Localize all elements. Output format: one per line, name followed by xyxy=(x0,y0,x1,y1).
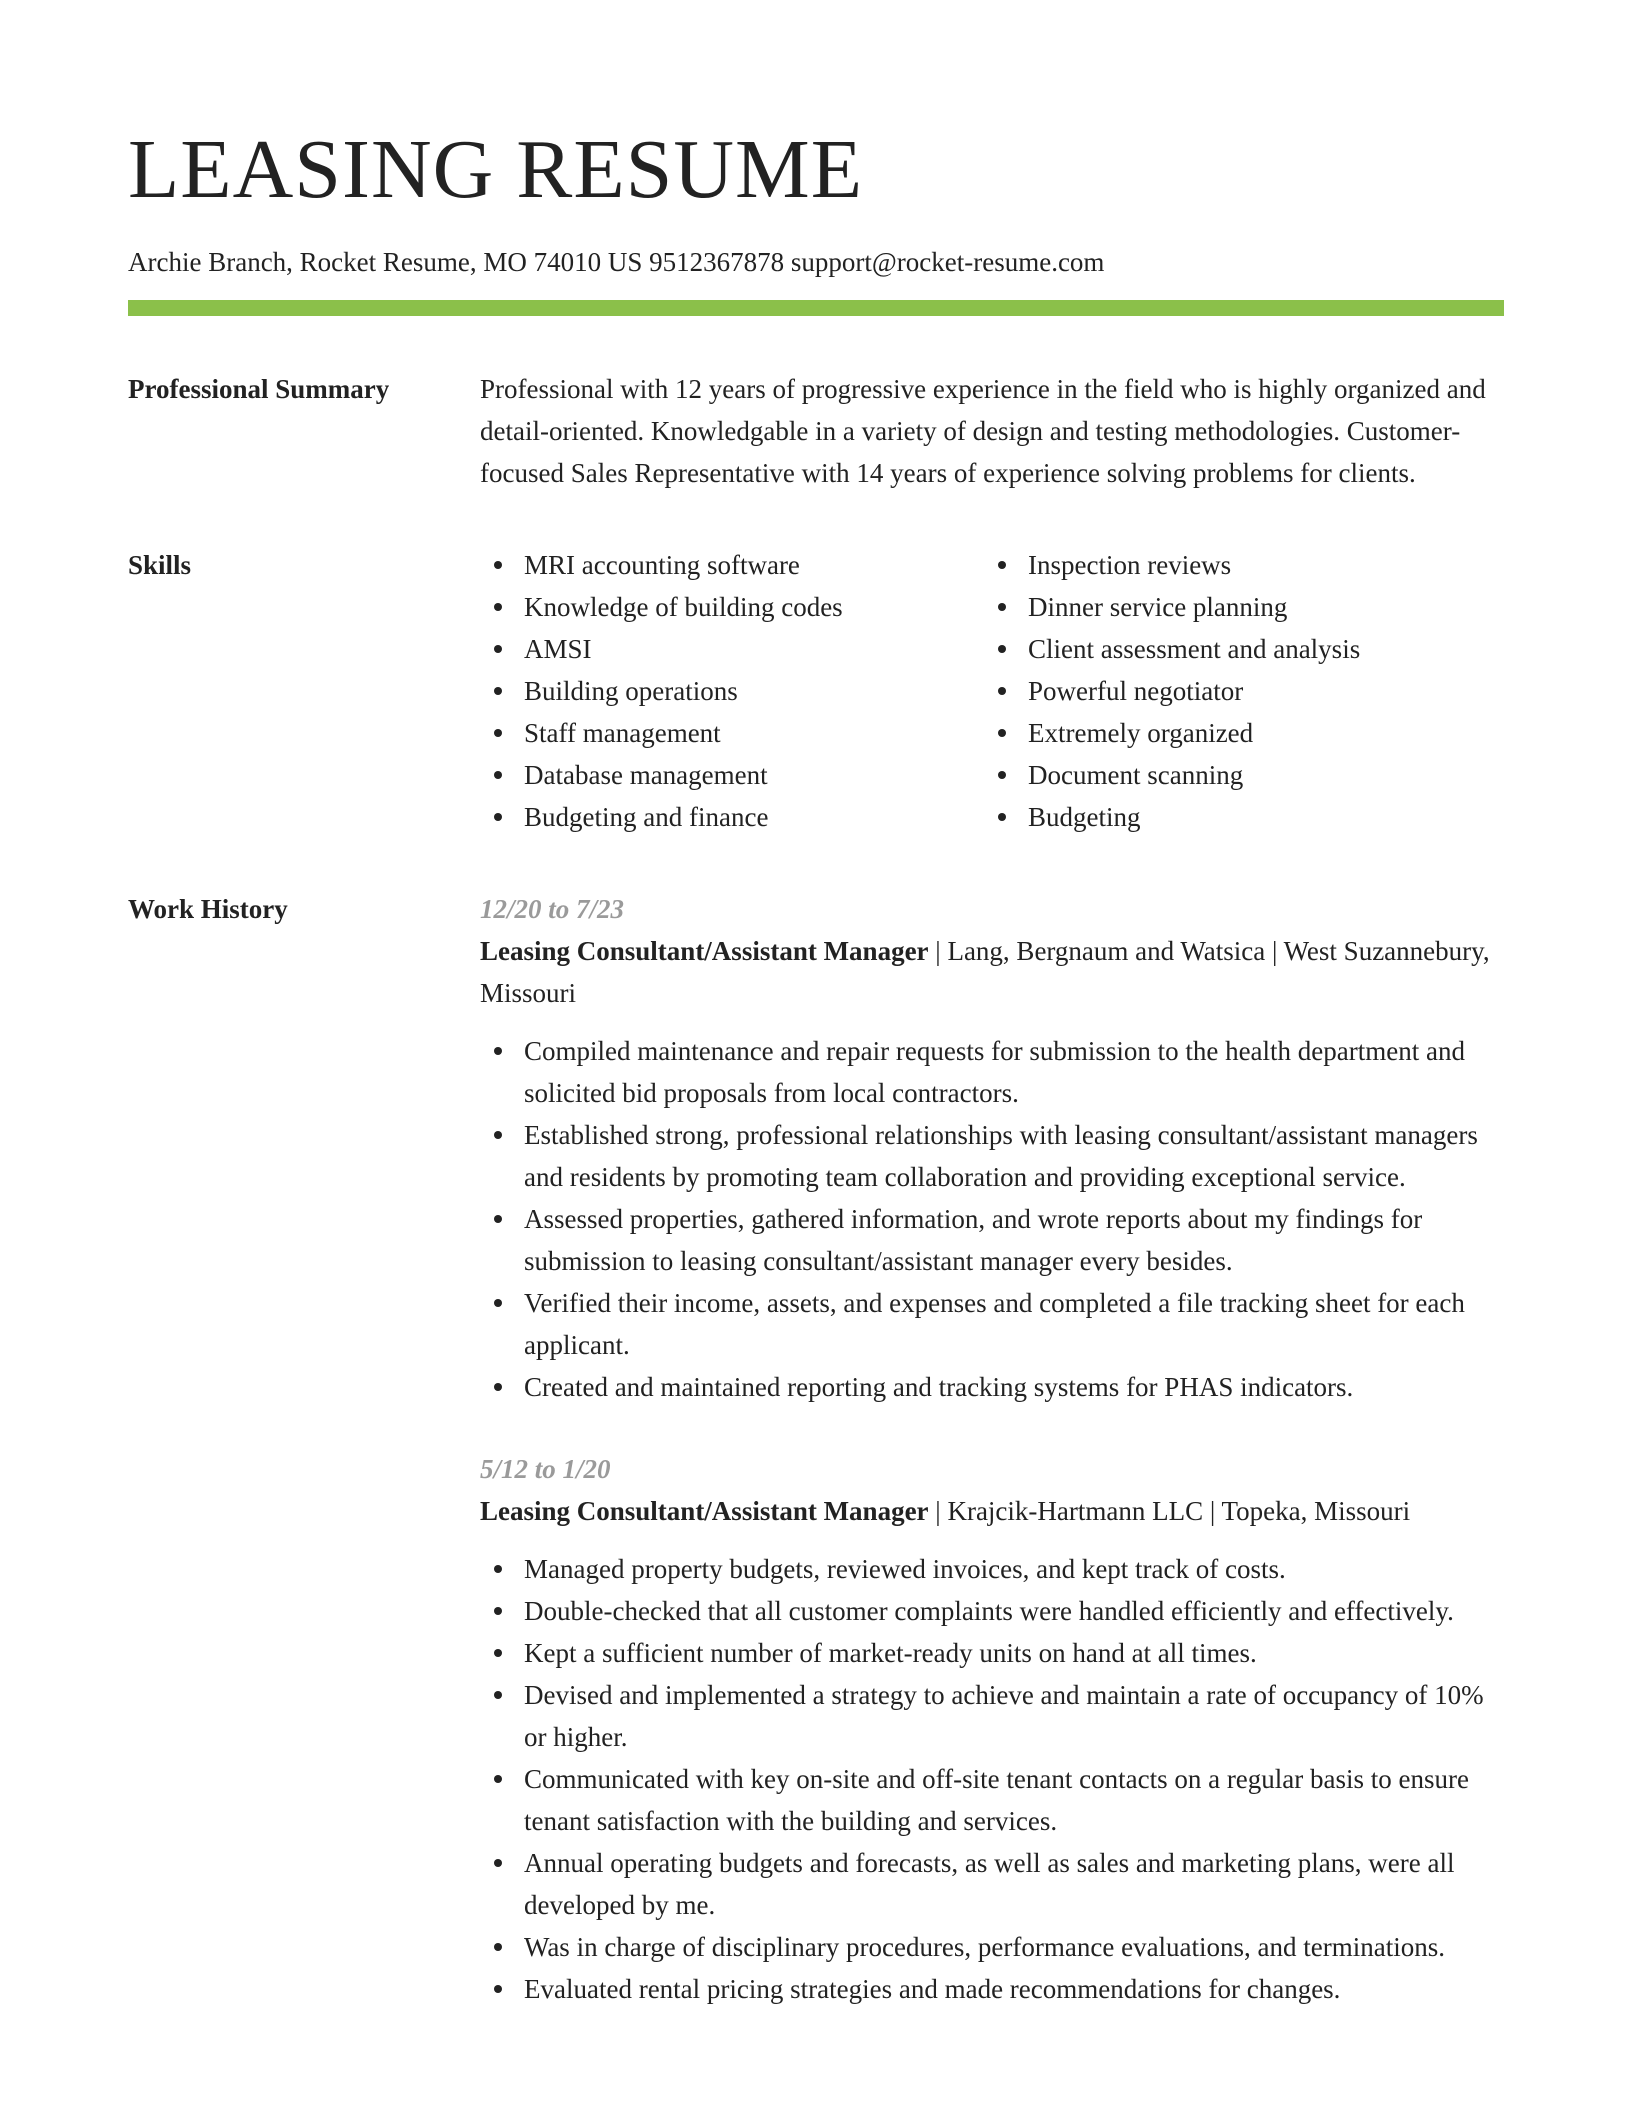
job-bullet: Annual operating budgets and forecasts, as well as sales and marketing plans, were all developed by me. xyxy=(480,1842,1504,1926)
job-bullet: Kept a sufficient number of market-ready units on hand at all times. xyxy=(480,1632,1504,1674)
page-title: LEASING RESUME xyxy=(128,123,864,216)
skill-item: Extremely organized xyxy=(984,712,1488,754)
job-role: Leasing Consultant/Assistant Manager xyxy=(480,1496,929,1526)
skills-list-left xyxy=(480,544,984,838)
skill-item: Powerful negotiator xyxy=(984,670,1488,712)
skill-item: Database management xyxy=(480,754,984,796)
job-dates: 12/20 to 7/23 xyxy=(480,894,625,924)
skills-list-right xyxy=(984,544,1488,838)
job-entry xyxy=(480,888,1504,1408)
job-bullet: Devised and implemented a strategy to achieve and maintain a rate of occupancy of 10% or higher. xyxy=(480,1674,1504,1758)
job-bullet: Evaluated rental pricing strategies and made recommendations for changes. xyxy=(480,1968,1504,2010)
summary-section xyxy=(128,368,1504,494)
job-role: Leasing Consultant/Assistant Manager xyxy=(480,936,929,966)
job-bullet: Assessed properties, gathered information, and wrote reports about my findings for submission to leasing consultant/assistant manager every besides. xyxy=(480,1198,1504,1282)
job-bullet: Verified their income, assets, and expenses and completed a file tracking sheet for each applicant. xyxy=(480,1282,1504,1366)
skill-item: Budgeting xyxy=(984,796,1488,838)
job-bullets xyxy=(480,1548,1504,2010)
work-history-section xyxy=(128,888,1504,2050)
summary-text: Professional with 12 years of progressive experience in the field who is highly organized and detail-oriented. Knowledgable in a variety of design and testing methodologies. Customer-focused Sales Representative with 14 years of experience solving problems for clients. xyxy=(480,374,1486,488)
job-bullet: Double-checked that all customer complaints were handled efficiently and effectively. xyxy=(480,1590,1504,1632)
skill-item: Budgeting and finance xyxy=(480,796,984,838)
skill-item: MRI accounting software xyxy=(480,544,984,586)
job-bullet: Compiled maintenance and repair requests for submission to the health department and solicited bid proposals from local contractors. xyxy=(480,1030,1504,1114)
job-entry xyxy=(480,1448,1504,2010)
job-dates: 5/12 to 1/20 xyxy=(480,1454,611,1484)
work-history-body xyxy=(480,888,1504,2050)
header-divider xyxy=(128,300,1504,316)
contact-line: Archie Branch, Rocket Resume, MO 74010 US 9512367878 support@rocket-resume.com xyxy=(128,247,1105,277)
job-bullet: Managed property budgets, reviewed invoices, and kept track of costs. xyxy=(480,1548,1504,1590)
section-label-summary: Professional Summary xyxy=(128,374,390,404)
resume-page xyxy=(128,120,1504,2050)
job-bullet: Created and maintained reporting and tracking systems for PHAS indicators. xyxy=(480,1366,1504,1408)
job-heading xyxy=(480,1490,1504,1532)
job-details: | Lang, Bergnaum and Watsica | West Suzannebury, Missouri xyxy=(480,936,1490,1008)
job-bullet: Established strong, professional relationships with leasing consultant/assistant managers and residents by promoting team collaboration and providing exceptional service. xyxy=(480,1114,1504,1198)
skills-section xyxy=(128,544,1504,838)
section-label-work-history: Work History xyxy=(128,894,288,924)
section-label-skills: Skills xyxy=(128,550,192,580)
job-bullet: Was in charge of disciplinary procedures, performance evaluations, and terminations. xyxy=(480,1926,1504,1968)
skill-item: Client assessment and analysis xyxy=(984,628,1488,670)
skill-item: AMSI xyxy=(480,628,984,670)
skill-item: Staff management xyxy=(480,712,984,754)
job-bullets xyxy=(480,1030,1504,1408)
skill-item: Document scanning xyxy=(984,754,1488,796)
job-heading xyxy=(480,930,1504,1014)
skills-columns xyxy=(480,544,1504,838)
job-details: | Krajcik-Hartmann LLC | Topeka, Missouri xyxy=(928,1496,1411,1526)
skill-item: Dinner service planning xyxy=(984,586,1488,628)
skill-item: Building operations xyxy=(480,670,984,712)
job-bullet: Communicated with key on-site and off-site tenant contacts on a regular basis to ensure tenant satisfaction with the building and services. xyxy=(480,1758,1504,1842)
skill-item: Knowledge of building codes xyxy=(480,586,984,628)
skill-item: Inspection reviews xyxy=(984,544,1488,586)
